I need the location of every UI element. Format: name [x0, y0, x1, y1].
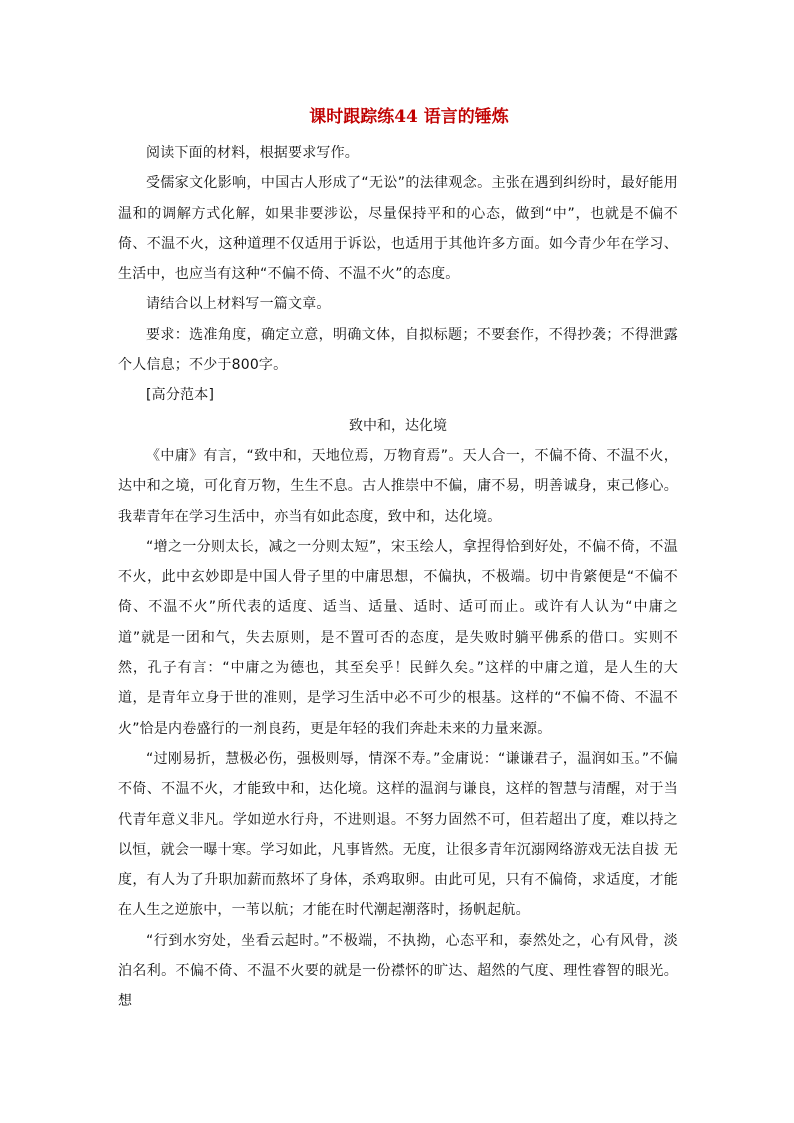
essay-title: 致中和，达化境	[349, 417, 447, 434]
requirements-paragraph: 要求：选准角度，确定立意，明确文体，自拟标题；不要套作，不得抄袭；不得泄露个人信息；不少于800字。	[118, 326, 678, 374]
document-page	[118, 100, 678, 1017]
intro-paragraph: 阅读下面的材料，根据要求写作。	[146, 145, 359, 161]
essay-paragraph: “过刚易折，慧极必伤，强极则辱，情深不寿。”金庸说：“谦谦君子，温润如玉。”不偏不倚、不温不火，才能致中和，达化境。这样的温润与谦良，这样的智慧与清醒，对于当代青年意义非凡。学如逆水行舟，不进则退。不努力固然不可，但若超出了度，难以持之以恒，就会一曝十寒。学习如此，凡事皆然。无度，让很多青年沉溺网络游戏无法自拔 无度，有人为了升职加薪而熬坏了身体，杀鸡取卵。由此可见，只有不偏倚，求适度，才能在人生之逆旅中，一苇以航；才能在时代潮起潮落时，扬帆起航。	[118, 750, 678, 919]
sample-label: [高分范本]	[146, 387, 215, 404]
instruction-paragraph: 请结合以上材料写一篇文章。	[146, 296, 331, 313]
essay-paragraph: 《中庸》有言，“致中和，天地位焉，万物育焉”。天人合一，不偏不倚、不温不火，达中和之境，可化育万物，生生不息。古人推崇中不偏，庸不易，明善诚身，束己修心。我辈青年在学习生活中，亦当有如此态度，致中和，达化境。	[118, 447, 678, 525]
material-paragraph: 受儒家文化影响，中国古人形成了“无讼”的法律观念。主张在遇到纠纷时，最好能用温和的调解方式化解，如果非要涉讼，尽量保持平和的心态，做到“中”，也就是不偏不倚、不温不火，这种道理不仅适用于诉讼，也适用于其他许多方面。如今青少年在学习、生活中，也应当有这种“不偏不倚、不温不火”的态度。	[118, 175, 678, 283]
document-title: 课时跟踪练44 语言的锤炼	[309, 107, 509, 127]
essay-paragraph: “行到水穷处，坐看云起时。”不极端，不执拗，心态平和，泰然处之，心有风骨，淡泊名利。不偏不倚、不温不火要的就是一份襟怀的旷达、超然的气度、理性睿智的眼光。想	[118, 932, 678, 1010]
essay-paragraph: “增之一分则太长，减之一分则太短”，宋玉绘人，拿捏得恰到好处，不偏不倚，不温不火，此中玄妙即是中国人骨子里的中庸思想，不偏执，不极端。切中肯綮便是“不偏不倚、不温不火”所代表的适度、适当、适量、适时、适可而止。或许有人认为“中庸之道”就是一团和气，失去原则，是不置可否的态度，是失败时躺平佛系的借口。实则不然，孔子有言：“中庸之为德也，其至矣乎！民鲜久矣。”这样的中庸之道，是人生的大道，是青年立身于世的准则，是学习生活中必不可少的根基。这样的“不偏不倚、不温不火”恰是内卷盛行的一剂良药，更是年轻的我们奔赴未来的力量来源。	[118, 538, 678, 737]
